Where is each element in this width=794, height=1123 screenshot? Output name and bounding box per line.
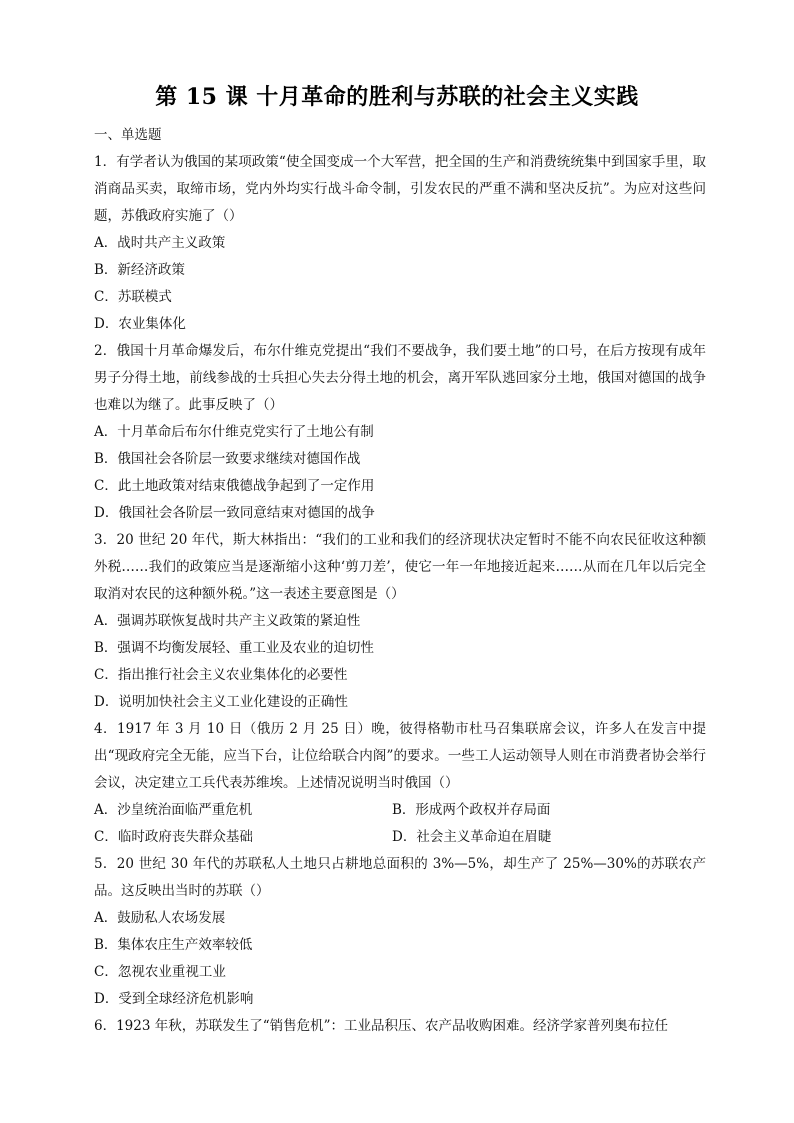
question-1-option-d: D．农业集体化 [94,316,186,332]
question-5-option-d: D．受到全球经济危机影响 [94,991,254,1007]
question-4-option-a: A．沙皇统治面临严重危机 [94,802,253,818]
question-3-stem: 3．20 世纪 20 年代，斯大林指出：“我们的工业和我们的经济现状决定暂时不能不向农民征收这种额外税……我们的政策应当是逐渐缩小这种‘剪刀差’，使它一年一年地接近起来……从而在几年以后完全取消对农民的这种额外税。”这一表述主要意图是（） [94,532,706,602]
question-4-options-row-2 [94,824,706,851]
question-5-stem: 5．20 世纪 30 年代的苏联私人土地只占耕地总面积的 3%—5%，却生产了 25%—30%的苏联农产品。这反映出当时的苏联（） [94,856,706,899]
question-4-options-row-1 [94,797,706,824]
question-5-option-b: B．集体农庄生产效率较低 [94,937,253,953]
question-2-option-d: D．俄国社会各阶层一致同意结束对德国的战争 [94,505,375,521]
question-1-stem: 1．有学者认为俄国的某项政策“使全国变成一个大军营，把全国的生产和消费统统集中到国家手里，取消商品买卖，取缔市场，党内外均实行战斗命令制，引发农民的严重不满和坚决反抗”。为应对这些问题，苏俄政府实施了（） [94,154,706,224]
question-3-option-d: D．说明加快社会主义工业化建设的正确性 [94,694,348,710]
question-3-option-b: B．强调不均衡发展轻、重工业及农业的迫切性 [94,640,374,656]
question-3-option-c: C．指出推行社会主义农业集体化的必要性 [94,667,348,683]
question-2-option-c: C．此土地政策对结束俄德战争起到了一定作用 [94,478,375,494]
question-2-option-a: A．十月革命后布尔什维克党实行了土地公有制 [94,424,374,440]
question-4-option-c: C．临时政府丧失群众基础 [94,829,253,845]
question-3-option-a: A．强调苏联恢复战时共产主义政策的紧迫性 [94,613,361,629]
question-1-option-c: C．苏联模式 [94,289,172,305]
question-4-option-d: D．社会主义革命迫在眉睫 [392,829,552,845]
section-heading: 一、单选题 [94,127,162,143]
question-1-option-b: B．新经济政策 [94,262,185,278]
question-2-option-b: B．俄国社会各阶层一致要求继续对德国作战 [94,451,361,467]
question-1-option-a: A．战时共产主义政策 [94,235,226,251]
question-5-option-c: C．忽视农业重视工业 [94,964,226,980]
page-title: 第 15 课 十月革命的胜利与苏联的社会主义实践 [155,84,639,110]
question-6-stem: 6．1923 年秋，苏联发生了“销售危机”：工业品积压、农产品收购困难。经济学家普列奥布拉任 [94,1018,669,1034]
question-list [94,122,706,1040]
question-4-option-b: B．形成两个政权并存局面 [392,802,551,818]
question-5-option-a: A．鼓励私人农场发展 [94,910,226,926]
question-4-stem: 4．1917 年 3 月 10 日（俄历 2 月 25 日）晚，彼得格勒市杜马召集联席会议，许多人在发言中提出“现政府完全无能，应当下台，让位给联合内阁”的要求。一些工人运动领导人则在市消费者协会举行会议，决定建立工兵代表苏维埃。上述情况说明当时俄国（） [94,721,706,791]
question-2-stem: 2．俄国十月革命爆发后，布尔什维克党提出“我们不要战争，我们要土地”的口号，在后方按现有成年男子分得土地，前线参战的士兵担心失去分得土地的机会，离开军队逃回家分土地，俄国对德国的战争也难以为继了。此事反映了（） [94,343,706,413]
